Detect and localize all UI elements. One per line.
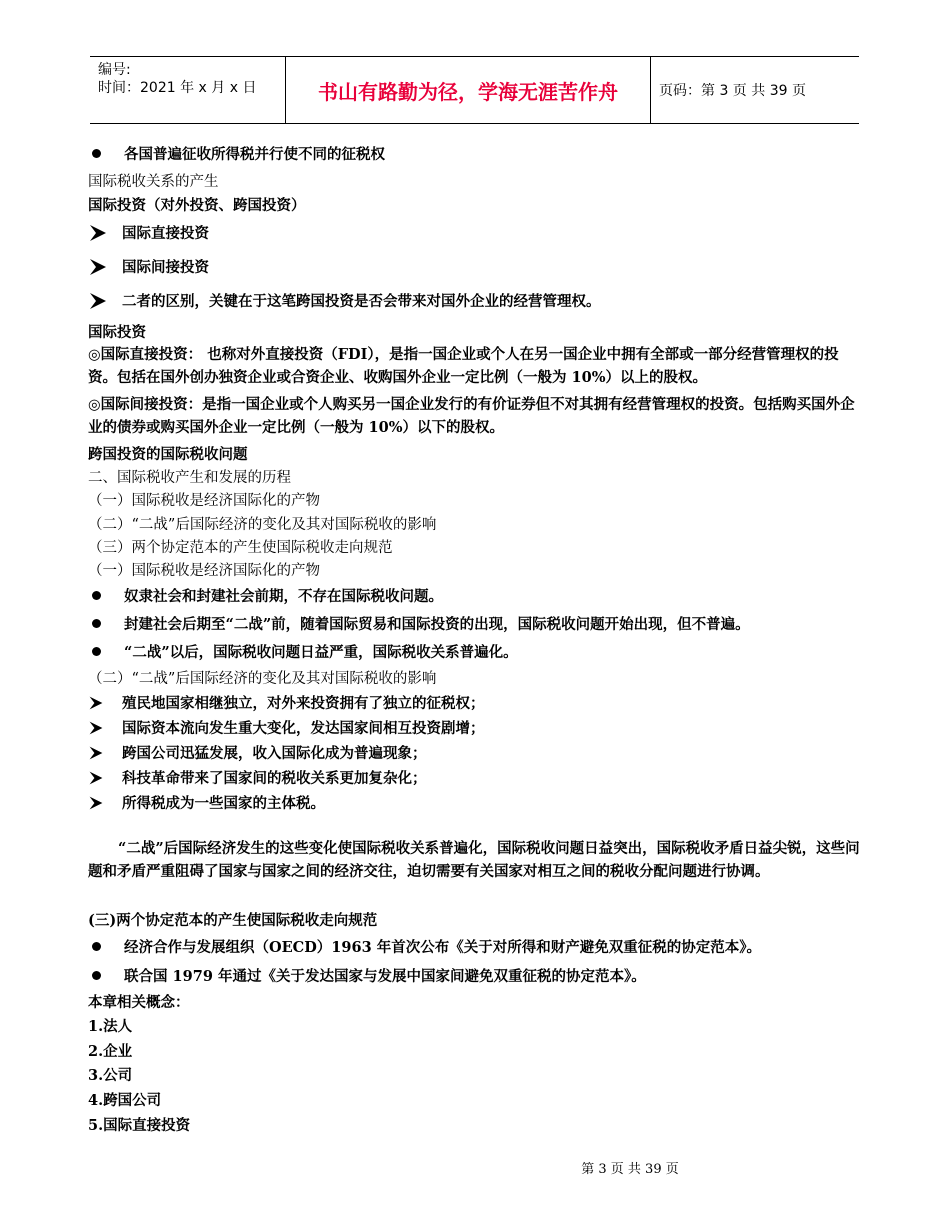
paragraph: “二战”后国际经济发生的这些变化使国际税收关系普遍化，国际税收问题日益突出，国际税收矛盾日益尖锐，这些问题和矛盾严重阻碍了国家与国家之间的经济交往，迫切需要有关国家对相互之间的税收分配问题进行协调。	[88, 840, 860, 880]
concept-item: 3.公司	[88, 1067, 133, 1084]
bullet-icon	[92, 149, 101, 158]
concept-item: 4.跨国公司	[88, 1092, 162, 1109]
header-motto: 书山有路勤为径，学海无涯苦作舟	[286, 57, 651, 123]
bullet-icon	[92, 971, 101, 980]
list-item: 所得税成为一些国家的主体税。	[88, 792, 325, 813]
outline-item: （一）国际税收是经济国际化的产物	[88, 563, 320, 579]
arrow-icon	[88, 223, 116, 243]
time-label: 时间：2021 年 x 月 x 日	[98, 80, 257, 96]
concept-item: 1.法人	[88, 1018, 133, 1035]
concept-item: 2.企业	[88, 1043, 133, 1060]
list-item: 跨国公司迅猛发展，收入国际化成为普遍现象；	[88, 742, 427, 763]
heading: 国际投资	[88, 324, 146, 341]
bullet-icon	[92, 591, 101, 600]
number-label: 编号:	[98, 62, 131, 78]
arrow-icon	[88, 745, 116, 761]
arrow-icon	[88, 257, 116, 277]
arrow-icon	[88, 795, 116, 811]
list-item: “二战”以后，国际税收问题日益严重，国际税收关系普遍化。	[88, 641, 518, 662]
list-item: 科技革命带来了国家间的税收关系更加复杂化；	[88, 767, 427, 788]
bullet-icon	[92, 942, 101, 951]
outline-item: （一）国际税收是经济国际化的产物	[88, 493, 320, 509]
list-item: 各国普遍征收所得税并行使不同的征税权	[88, 143, 385, 164]
heading: 国际投资（对外投资、跨国投资）	[88, 197, 306, 214]
list-item: 国际直接投资	[88, 222, 209, 243]
bullet-icon	[92, 647, 101, 656]
section-title: 二、国际税收产生和发展的历程	[88, 470, 291, 486]
concept-item: 5.国际直接投资	[88, 1117, 191, 1134]
arrow-icon	[88, 720, 116, 736]
list-item: 封建社会后期至“二战”前，随着国际贸易和国际投资的出现，国际税收问题开始出现，但不普遍。	[88, 613, 750, 634]
list-item: 联合国 1979 年通过《关于发达国家与发展中国家间避免双重征税的协定范本》。	[88, 965, 646, 986]
list-item: 奴隶社会和封建社会前期，不存在国际税收问题。	[88, 585, 443, 606]
paragraph: ◎国际间接投资：是指一国企业或个人购买另一国企业发行的有价证券但不对其拥有经营管理权的投资。包括购买国外企业的债券或购买国外企业一定比例（一般为 10%）以下的股权。	[88, 396, 855, 436]
list-item: 经济合作与发展组织（OECD）1963 年首次公布《关于对所得和财产避免双重征税的协定范本》。	[88, 936, 761, 957]
page-header	[90, 56, 859, 124]
list-item: 殖民地国家相继独立，对外来投资拥有了独立的征税权；	[88, 692, 485, 713]
page-footer: 第 3 页 共 39 页	[581, 1162, 679, 1177]
outline-item: （二）“二战”后国际经济的变化及其对国际税收的影响	[88, 671, 437, 687]
paragraph: ◎国际直接投资： 也称对外直接投资（FDI），是指一国企业或个人在另一国企业中拥有全部或一部分经营管理权的投资。包括在国外创办独资企业或合资企业、收购国外企业一定比例（一般为 10%）以上的股权。	[88, 346, 839, 386]
heading: 本章相关概念：	[88, 994, 190, 1011]
list-item: 二者的区别，关键在于这笔跨国投资是否会带来对国外企业的经营管理权。	[88, 290, 601, 311]
list-item: 国际资本流向发生重大变化，发达国家间相互投资剧增；	[88, 717, 485, 738]
heading: 跨国投资的国际税收问题	[88, 446, 248, 463]
subheading: 国际税收关系的产生	[88, 174, 219, 190]
outline-item: （二）“二战”后国际经济的变化及其对国际税收的影响	[88, 517, 437, 533]
section-title: (三)两个协定范本的产生使国际税收走向规范	[88, 912, 378, 929]
header-page-info: 页码：第 3 页 共 39 页	[659, 83, 806, 99]
arrow-icon	[88, 291, 116, 311]
arrow-icon	[88, 770, 116, 786]
header-meta	[90, 57, 286, 123]
bullet-icon	[92, 619, 101, 628]
arrow-icon	[88, 695, 116, 711]
list-item: 国际间接投资	[88, 256, 209, 277]
outline-item: （三）两个协定范本的产生使国际税收走向规范	[88, 540, 393, 556]
